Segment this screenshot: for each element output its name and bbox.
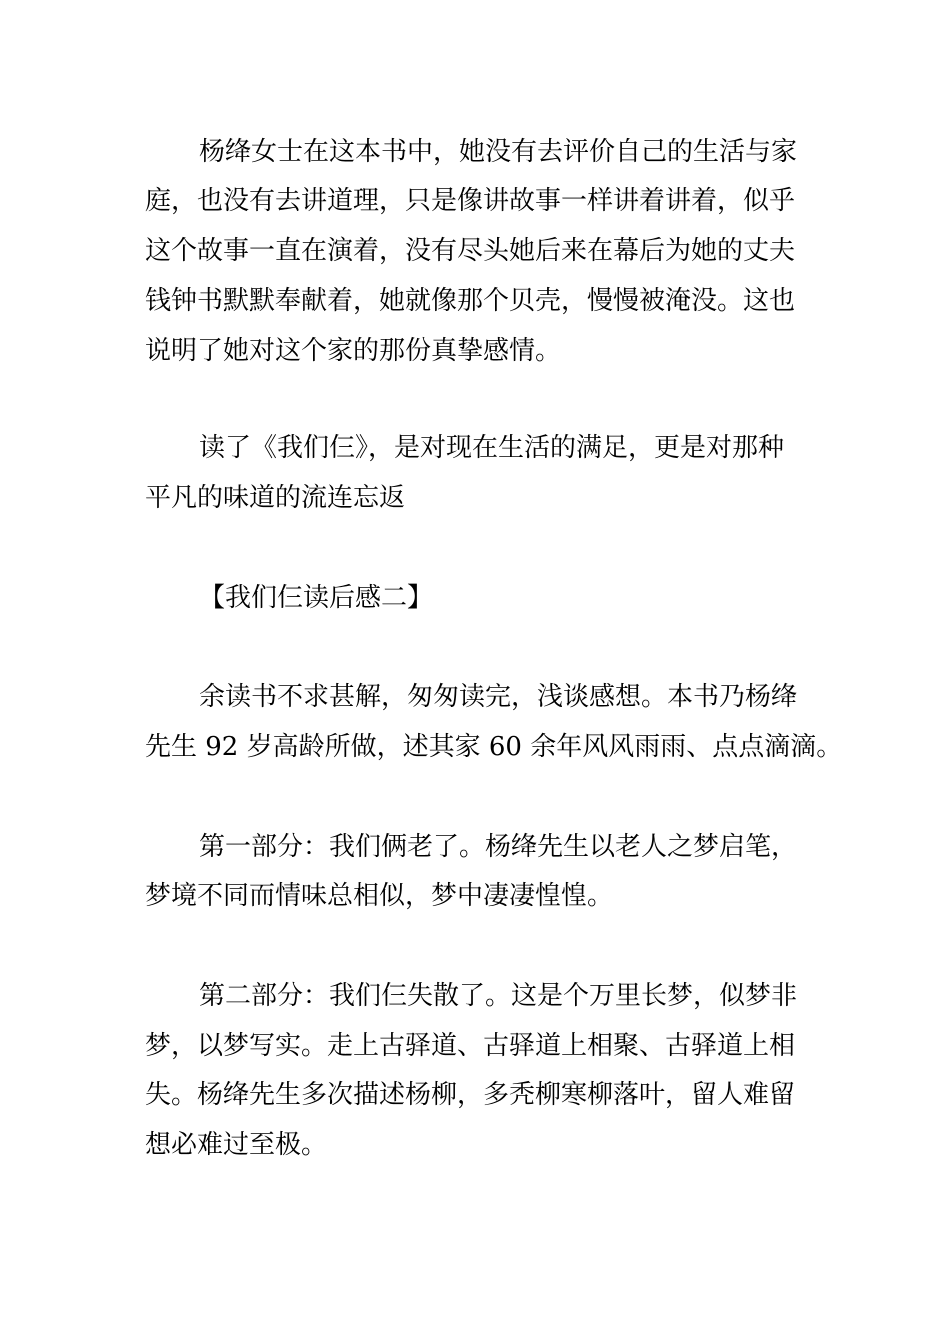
paragraph-5-line-2: 梦，以梦写实。走上古驿道、古驿道上相聚、古驿道上相 xyxy=(145,1031,796,1061)
section-heading: 【我们仨读后感二】 xyxy=(199,583,434,613)
paragraph-3-line-2: 先生 92 岁高龄所做，述其家 60 余年风风雨雨、点点滴滴。 xyxy=(145,732,843,762)
paragraph-3-line-1: 余读书不求甚解，匆匆读完，浅谈感想。本书乃杨绛 xyxy=(199,682,798,712)
paragraph-5-line-3: 失。杨绛先生多次描述杨柳，多秃柳寒柳落叶，留人难留 xyxy=(145,1080,796,1110)
paragraph-1-line-1: 杨绛女士在这本书中，她没有去评价自己的生活与家 xyxy=(199,137,798,167)
paragraph-1-line-5: 说明了她对这个家的那份真挚感情。 xyxy=(145,336,562,366)
paragraph-1-line-2: 庭，也没有去讲道理，只是像讲故事一样讲着讲着，似乎 xyxy=(145,186,796,216)
paragraph-5-line-4: 想必难过至极。 xyxy=(145,1130,328,1160)
paragraph-1-line-3: 这个故事一直在演着，没有尽头她后来在幕后为她的丈夫 xyxy=(145,236,796,266)
paragraph-2-line-2: 平凡的味道的流连忘返 xyxy=(145,483,406,513)
paragraph-1-line-4: 钱钟书默默奉献着，她就像那个贝壳，慢慢被淹没。这也 xyxy=(145,286,796,316)
paragraph-4-line-2: 梦境不同而情味总相似，梦中凄凄惶惶。 xyxy=(145,881,614,911)
paragraph-5-line-1: 第二部分：我们仨失散了。这是个万里长梦，似梦非 xyxy=(199,981,798,1011)
paragraph-2-line-1: 读了《我们仨》，是对现在生活的满足，更是对那种 xyxy=(199,433,785,463)
paragraph-4-line-1: 第一部分：我们俩老了。杨绛先生以老人之梦启笔， xyxy=(199,832,798,862)
